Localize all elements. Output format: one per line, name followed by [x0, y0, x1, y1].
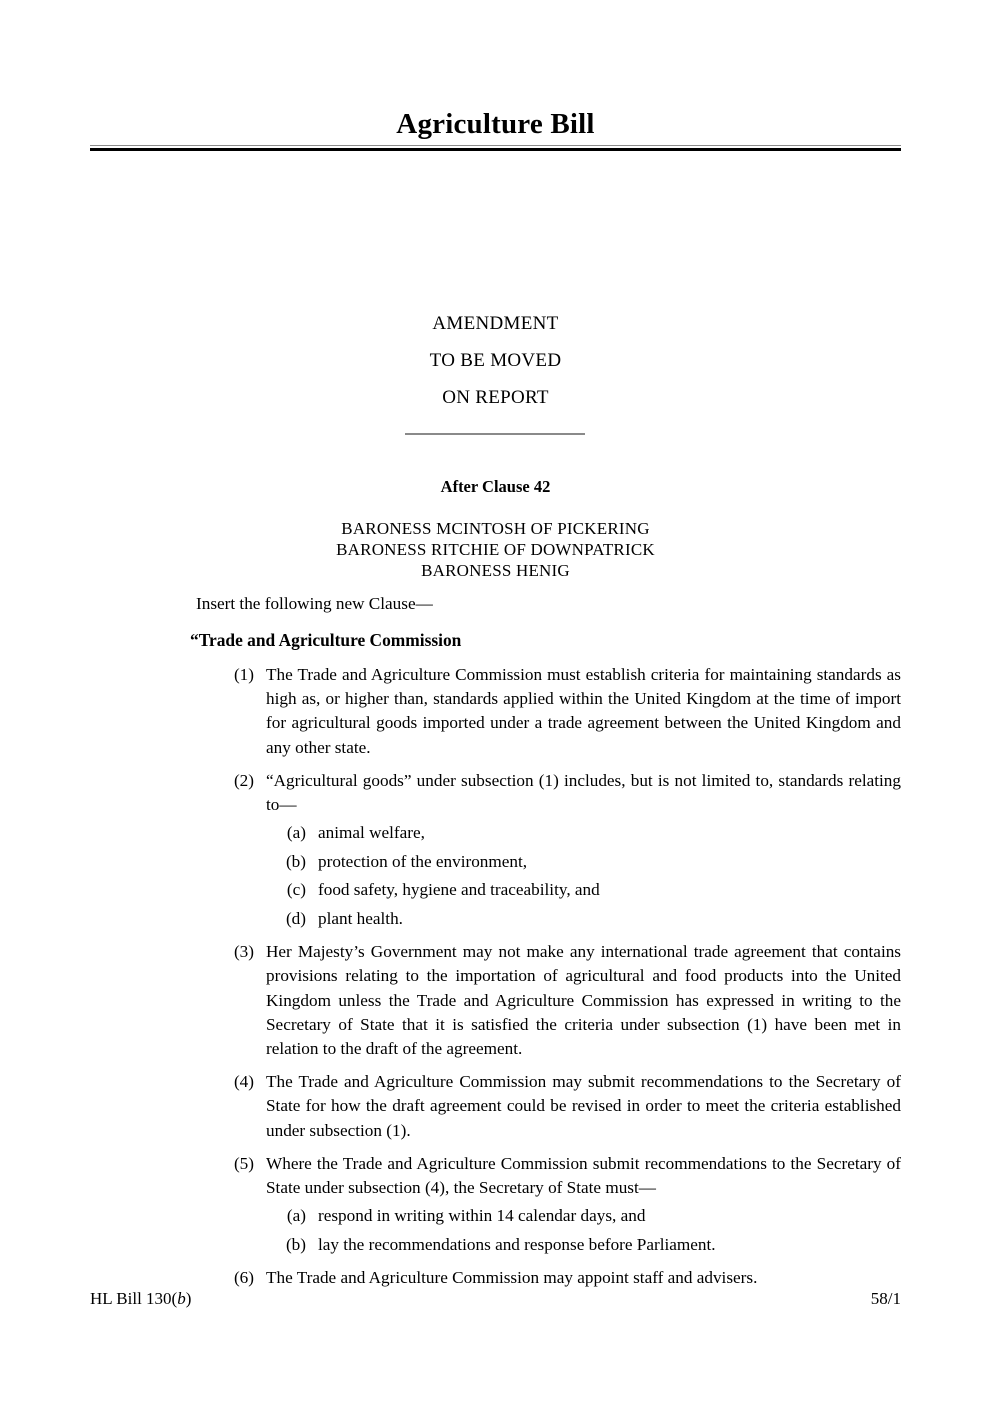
- subsection-number: (1): [233, 665, 254, 684]
- bill-number-suffix: ): [185, 1289, 192, 1308]
- insert-instruction: Insert the following new Clause—: [196, 594, 433, 613]
- sub-item-text: plant health.: [318, 908, 403, 928]
- subsection-text: The Trade and Agriculture Commission may submit recommendations to the Secretary of State for how the draft agreement could be revised in order to meet the criteria established under subsection (1).: [266, 1072, 901, 1140]
- subsection-number: (6): [233, 1268, 254, 1288]
- sub-item-letter: (d): [285, 908, 306, 928]
- sub-item-text: respond in writing within 14 calendar days, and: [318, 1206, 646, 1226]
- section-divider-rule: [405, 433, 585, 435]
- amendment-line-2: TO BE MOVED: [429, 350, 562, 371]
- amendment-body: [90, 590, 901, 1290]
- sub-item-text: protection of the environment,: [318, 851, 528, 871]
- header-double-rule: [90, 145, 901, 151]
- sub-item-letter: (b): [285, 1234, 306, 1254]
- sub-item-text: animal welfare,: [318, 823, 425, 843]
- header-rule-thick: [90, 148, 901, 151]
- subsection: [90, 769, 901, 817]
- new-clause-heading: “Trade and Agriculture Commission: [190, 630, 462, 650]
- sub-item-text: lay the recommendations and response before Parliament.: [318, 1234, 716, 1254]
- sub-item: [90, 820, 901, 846]
- page-reference: 58/1: [870, 1289, 901, 1308]
- sponsor-name: BARONESS HENIG: [421, 561, 570, 580]
- sub-item-text: food safety, hygiene and traceability, and: [318, 880, 600, 900]
- amendment-heading-block: [0, 305, 991, 416]
- sub-item: [90, 1203, 901, 1229]
- subsection: [90, 1152, 901, 1200]
- subsection-text: The Trade and Agriculture Commission may appoint staff and advisers.: [266, 1268, 758, 1288]
- subsection: [90, 1266, 901, 1290]
- sponsor-name: BARONESS MCINTOSH OF PICKERING: [341, 519, 650, 538]
- bill-number: [90, 1289, 191, 1309]
- amendment-line-3: ON REPORT: [442, 387, 549, 408]
- subsection-number: (4): [233, 1072, 254, 1092]
- subsection-text: Her Majesty’s Government may not make any international trade agreement that contains provisions relating to the importation of agricultural and food products into the United Kingdom unless the Trade and Agriculture Commission has expressed in writing to the Secretary of State that it is satisfied the criteria under subsection (1) have been met in relation to the draft of the agreement.: [266, 942, 901, 1059]
- sponsor-list: [0, 518, 991, 581]
- subsection-text: Where the Trade and Agriculture Commission submit recommendations to the Secretary of State under subsection (4), the Secretary of State must—: [266, 1153, 901, 1198]
- subsection-number: (5): [233, 1153, 254, 1173]
- sub-item: [90, 1232, 901, 1258]
- page-footer: [90, 1289, 901, 1309]
- sub-item-letter: (a): [286, 1206, 306, 1226]
- sub-item: [90, 849, 901, 875]
- subsection-text: “Agricultural goods” under subsection (1) includes, but is not limited to, standards relating to—: [266, 770, 901, 815]
- subsection: [90, 663, 901, 760]
- subsection: [90, 1070, 901, 1143]
- subsection: [90, 940, 901, 1061]
- bill-number-prefix: HL Bill 130(: [90, 1289, 178, 1308]
- sub-item: [90, 877, 901, 903]
- amendment-line-1: AMENDMENT: [432, 313, 559, 334]
- clause-reference-heading: After Clause 42: [440, 477, 551, 496]
- page-title: Agriculture Bill: [396, 108, 595, 140]
- sponsor-name: BARONESS RITCHIE OF DOWNPATRICK: [336, 540, 655, 559]
- sub-item-letter: (b): [285, 851, 306, 871]
- sub-item-letter: (a): [286, 823, 306, 843]
- subsection-number: (3): [233, 942, 254, 962]
- bill-number-letter: b: [177, 1289, 186, 1308]
- sub-item: [90, 906, 901, 932]
- subsection-number: (2): [233, 770, 254, 790]
- sub-item-letter: (c): [286, 880, 306, 900]
- subsection-text: The Trade and Agriculture Commission must establish criteria for maintaining standards as high as, or higher than, standards applied within the United Kingdom at the time of import for agricultural goods imported under a trade agreement between the United Kingdom and any other state.: [266, 665, 901, 757]
